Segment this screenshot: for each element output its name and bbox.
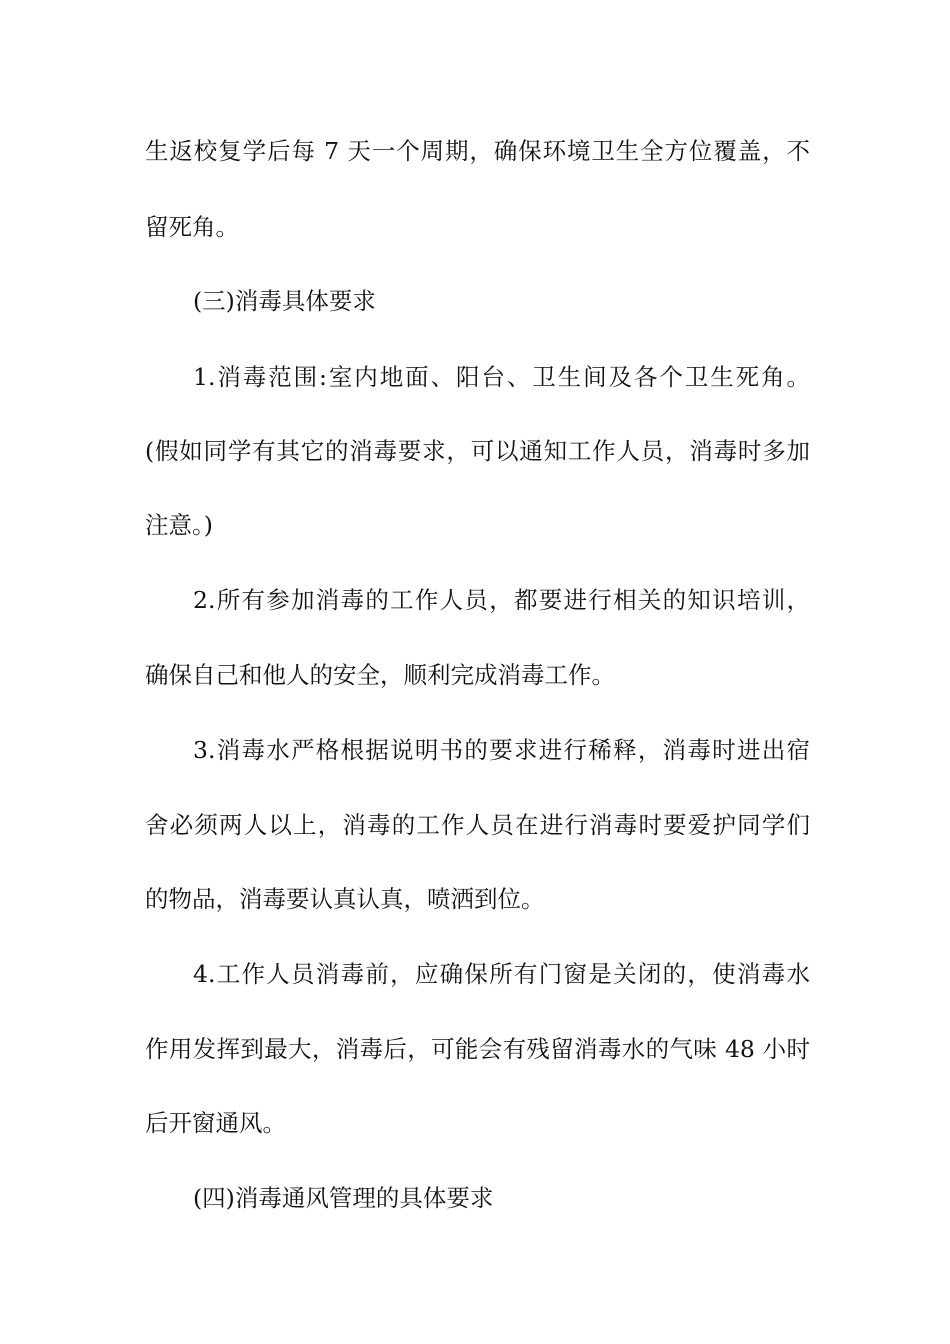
text-line-8: 确保自己和他人的安全，顺利完成消毒工作。 — [145, 661, 615, 689]
text-line-9: 3.消毒水严格根据说明书的要求进行稀释，消毒时进出宿 — [193, 736, 810, 764]
text-line-4: 1.消毒范围:室内地面、阳台、卫生间及各个卫生死角。 — [193, 363, 810, 391]
text-line-14: 后开窗通风。 — [145, 1109, 286, 1137]
text-line-11: 的物品，消毒要认真认真，喷洒到位。 — [145, 885, 545, 913]
text-line-12: 4.工作人员消毒前，应确保所有门窗是关闭的，使消毒水 — [193, 960, 810, 988]
text-line-13: 作用发挥到最大，消毒后，可能会有残留消毒水的气味 48 小时 — [145, 1035, 810, 1063]
text-line-6: 注意。) — [145, 511, 213, 539]
text-line-7: 2.所有参加消毒的工作人员，都要进行相关的知识培训， — [193, 586, 810, 614]
section-heading-3: (三)消毒具体要求 — [193, 287, 376, 315]
text-line-5: (假如同学有其它的消毒要求，可以通知工作人员，消毒时多加 — [145, 437, 810, 465]
text-line-2: 留死角。 — [145, 213, 239, 241]
section-heading-4: (四)消毒通风管理的具体要求 — [193, 1184, 494, 1212]
text-line-10: 舍必须两人以上，消毒的工作人员在进行消毒时要爱护同学们 — [145, 811, 810, 839]
text-line-1: 生返校复学后每 7 天一个周期，确保环境卫生全方位覆盖，不 — [145, 137, 810, 165]
